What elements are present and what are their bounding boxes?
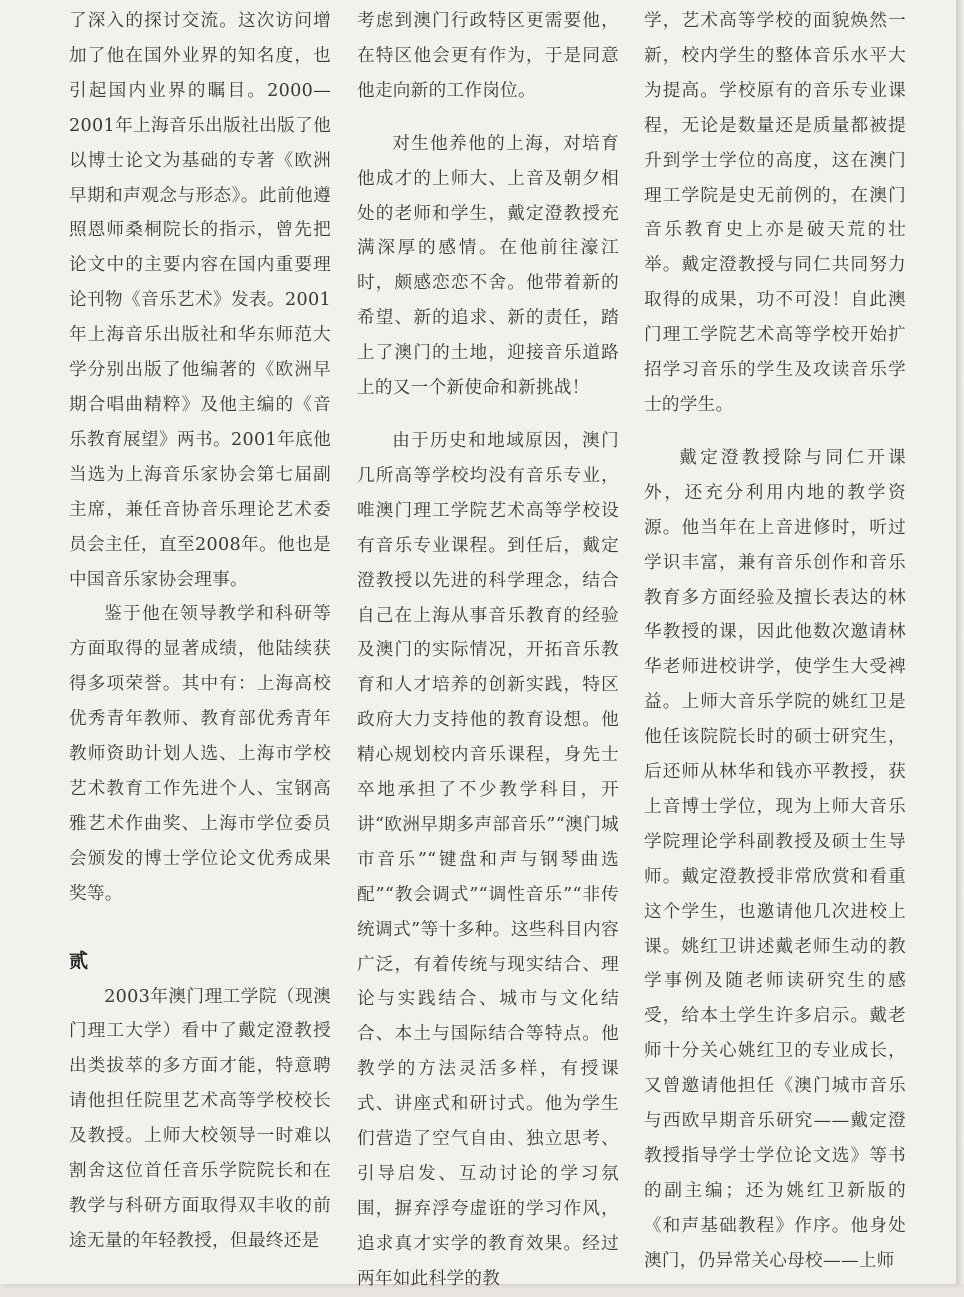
paragraph: 学，艺术高等学校的面貌焕然一新，校内学生的整体音乐水平大为提高。学校原有的音乐专业课程，无论是数量还是质量都被提升到学士学位的高度，这在澳门理工学院是史无前例的，在澳门音乐教育史上亦是破天荒的壮举。戴定澄教授与同仁共同努力取得的成果，功不可没！自此澳门理工学院艺术高等学校开始扩招学习音乐的学生及攻读音乐学士的学生。 <box>644 11 906 415</box>
paragraph: 鉴于他在领导教学和科研等方面取得的显著成绩，他陆续获得多项荣誉。其中有：上海高校优秀青年教师、教育部优秀青年教师资助计划人选、上海市学校艺术教育工作先进个人、宝钢高雅艺术作曲奖、上海市学位委员会颁发的博士学位论文优秀成果奖等。 <box>69 604 331 904</box>
paragraph: 2003年澳门理工学院（现澳门理工大学）看中了戴定澄教授出类拔萃的多方面才能，特意聘请他担任院里艺术高等学校校长及教授。上师大校领导一时难以割舍这位首任音乐学院院长和在教学与科研方面取得双丰收的前途无量的年轻教授，但最终还是 <box>69 986 331 1251</box>
paragraph: 戴定澄教授除与同仁开课外，还充分利用内地的教学资源。他当年在上音进修时，听过学识丰富，兼有音乐创作和音乐教育多方面经验及擅长表达的林华教授的课，因此他数次邀请林华老师进校讲学，使学生大受裨益。上师大音乐学院的姚红卫是他任该院院长时的硕士研究生，后还师从林华和钱亦平教授，获上音博士学位，现为上师大音乐学院理论学科副教授及硕士生导师。戴定澄教授非常欣赏和看重这个学生，也邀请他几次进校上课。姚红卫讲述戴老师生动的教学事例及随老师读研究生的感受，给本土学生许多启示。戴老师十分关心姚红卫的专业成长，又曾邀请他担任《澳门城市音乐与西欧早期音乐研究——戴定澄教授指导学士学位论文选》等书的副主编；还为姚红卫新版的《和声基础教程》作序。他身处澳门，仍异常关心母校——上师 <box>644 447 906 1271</box>
paragraph: 对生他养他的上海，对培育他成才的上师大、上音及朝夕相处的老师和学生，戴定澄教授充满深厚的感情。在他前往濠江时，颇感恋恋不舍。他带着新的希望、新的追求、新的责任，踏上了澳门的土地，迎接音乐道路上的又一个新使命和新挑战！ <box>357 133 619 399</box>
page-edge <box>956 0 964 1284</box>
paragraph: 考虑到澳门行政特区更需要他，在特区他会更有作为，于是同意他走向新的工作岗位。 <box>357 11 619 101</box>
paragraph: 了深入的探讨交流。这次访问增加了他在国外业界的知名度，也引起国内业界的瞩目。2000—2001年上海音乐出版社出版了他以博士论文为基础的专著《欧洲早期和声观念与形态》。此前他遵照恩师桑桐院长的指示，曾先把论文中的主要内容在国内重要理论刊物《音乐艺术》发表。2001年上海音乐出版社和华东师范大学分别出版了他编著的《欧洲早期合唱曲精粹》及他主编的《音乐教育展望》两书。2001年底他当选为上海音乐家协会第七届副主席，兼任音协音乐理论艺术委员会主任，直至2008年。他也是中国音乐家协会理事。 <box>69 11 331 590</box>
paragraph: 由于历史和地域原因，澳门几所高等学校均没有音乐专业，唯澳门理工学院艺术高等学校设有音乐专业课程。到任后，戴定澄教授以先进的科学理念，结合自己在上海从事音乐教育的经验及澳门的实际情况，开拓音乐教育和人才培养的创新实践，特区政府大力支持他的教育设想。他精心规划校内音乐课程，身先士卒地承担了不少教学科目，开讲“欧洲早期多声部音乐”“澳门城市音乐”“键盘和声与钢琴曲选配”“教会调式”“调性音乐”“非传统调式”等十多种。这些科目内容广泛，有着传统与现实结合、理论与实践结合、城市与文化结合、本土与国际结合等特点。他教学的方法灵活多样，有授课式、讲座式和研讨式。他为学生们营造了空气自由、独立思考、引导启发、互动讨论的学习氛围，摒弃浮夸虚诳的学习作风，追求真才实学的教育效果。经过两年如此科学的教 <box>357 430 619 1289</box>
text-column-left <box>69 4 331 1259</box>
section-heading: 贰 <box>69 949 89 972</box>
text-column-right <box>644 4 906 1279</box>
text-column-middle <box>357 4 619 1297</box>
